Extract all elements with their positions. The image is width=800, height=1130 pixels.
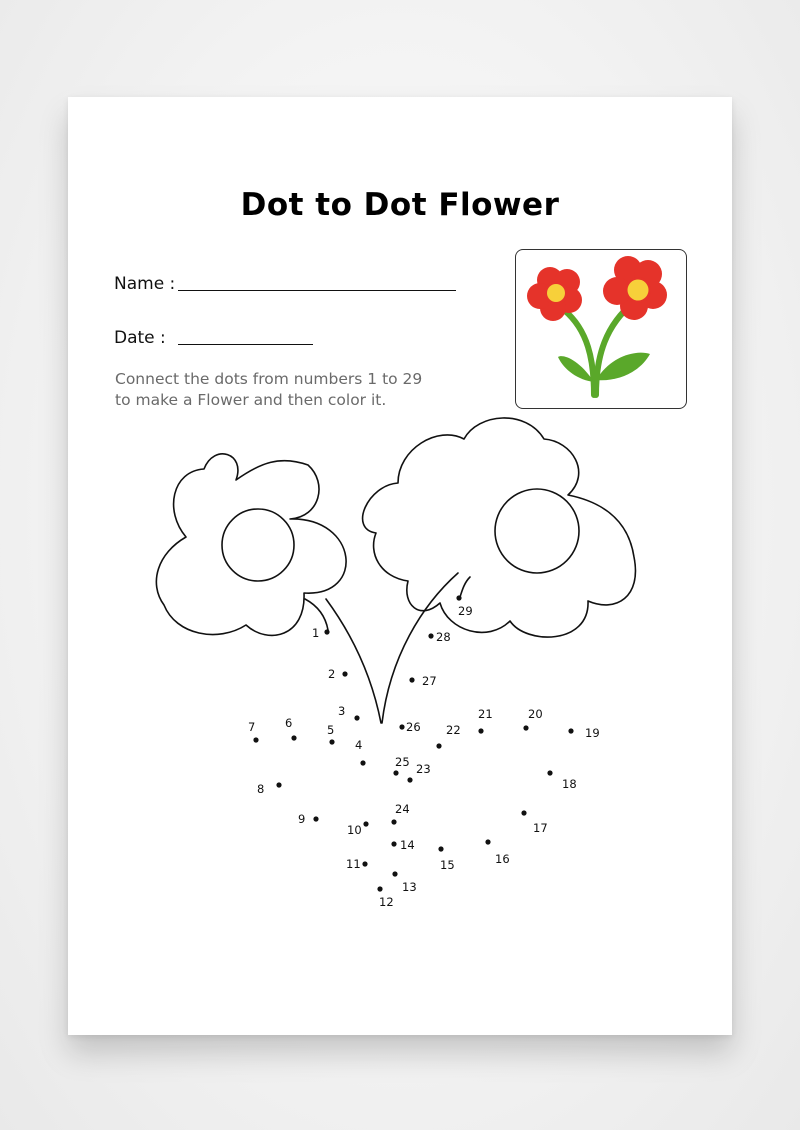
dot-label-29: 29 <box>458 604 473 618</box>
dot-label-7: 7 <box>248 720 256 734</box>
dot-label-1: 1 <box>312 626 320 640</box>
dot-17 <box>521 810 526 815</box>
dot-4 <box>360 760 365 765</box>
dot-2 <box>342 671 347 676</box>
dot-12 <box>377 886 382 891</box>
dot-label-12: 12 <box>379 895 394 909</box>
dot-9 <box>313 816 318 821</box>
dot-5 <box>329 739 334 744</box>
left-flower-center <box>222 509 294 581</box>
left-stem-line <box>326 599 381 723</box>
dot-label-13: 13 <box>402 880 417 894</box>
dot-label-26: 26 <box>406 720 421 734</box>
dot-26 <box>399 724 404 729</box>
dot-19 <box>568 728 573 733</box>
dot-7 <box>253 737 258 742</box>
right-flower-center <box>495 489 579 573</box>
dot-24 <box>391 819 396 824</box>
dot-to-dot-drawing <box>68 97 732 1035</box>
instructions-line-2: to make a Flower and then color it. <box>115 391 387 409</box>
dot-label-28: 28 <box>436 630 451 644</box>
dot-label-2: 2 <box>328 667 336 681</box>
dot-14 <box>391 841 396 846</box>
dot-label-6: 6 <box>285 716 293 730</box>
dot-16 <box>485 839 490 844</box>
dot-8 <box>276 782 281 787</box>
dot-label-25: 25 <box>395 755 410 769</box>
dot-21 <box>478 728 483 733</box>
dot-3 <box>354 715 359 720</box>
dot-23 <box>407 777 412 782</box>
dot-15 <box>438 846 443 851</box>
dot-label-19: 19 <box>585 726 600 740</box>
dot-25 <box>393 770 398 775</box>
dot-label-24: 24 <box>395 802 410 816</box>
dot-label-17: 17 <box>533 821 548 835</box>
instructions-line-1: Connect the dots from numbers 1 to 29 <box>115 370 423 388</box>
dot-label-5: 5 <box>327 723 335 737</box>
dot-label-16: 16 <box>495 852 510 866</box>
dot-20 <box>523 725 528 730</box>
dot-label-18: 18 <box>562 777 577 791</box>
dot-label-3: 3 <box>338 704 346 718</box>
dot-29 <box>456 595 461 600</box>
name-label: Name : <box>114 274 176 294</box>
dot-28 <box>428 633 433 638</box>
dot-label-10: 10 <box>347 823 362 837</box>
dot-label-9: 9 <box>298 812 306 826</box>
worksheet-title: Dot to Dot Flower <box>240 187 560 223</box>
dot-label-23: 23 <box>416 762 431 776</box>
dot-label-14: 14 <box>400 838 415 852</box>
dot-18 <box>547 770 552 775</box>
worksheet-page <box>68 97 732 1035</box>
dot-27 <box>409 677 414 682</box>
dot-layer <box>248 595 600 909</box>
dot-label-15: 15 <box>440 858 455 872</box>
dot-label-22: 22 <box>446 723 461 737</box>
dot-22 <box>436 743 441 748</box>
dot-1 <box>324 629 329 634</box>
dot-label-8: 8 <box>257 782 265 796</box>
date-label: Date : <box>114 328 166 348</box>
dot-6 <box>291 735 296 740</box>
dot-label-4: 4 <box>355 738 363 752</box>
dot-11 <box>362 861 367 866</box>
dot-label-21: 21 <box>478 707 493 721</box>
dot-label-27: 27 <box>422 674 437 688</box>
dot-label-20: 20 <box>528 707 543 721</box>
dot-13 <box>392 871 397 876</box>
dot-10 <box>363 821 368 826</box>
dot-label-11: 11 <box>346 857 361 871</box>
